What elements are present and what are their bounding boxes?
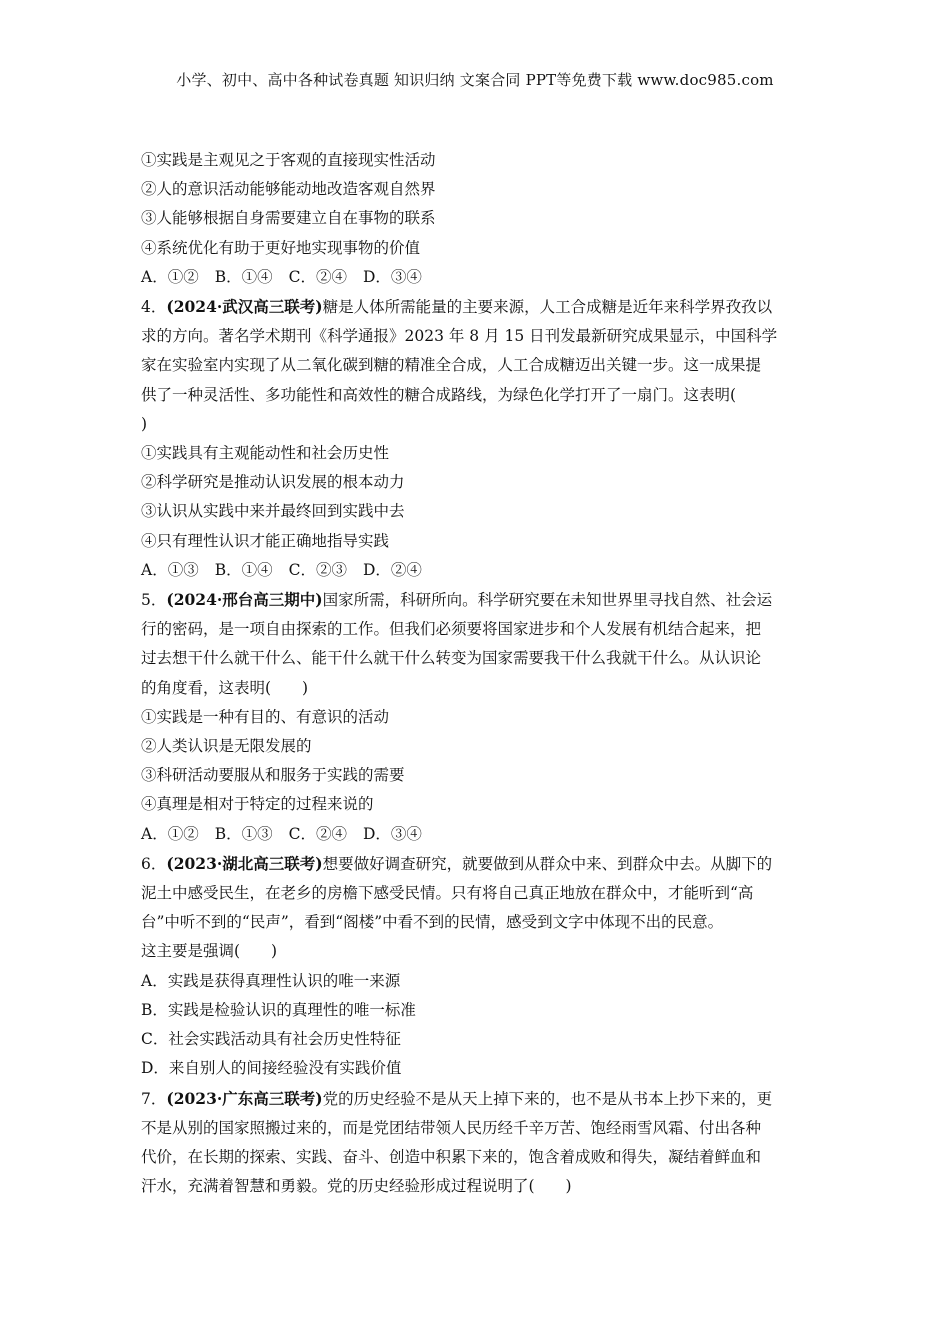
q3-option-c: C．②④ [288, 267, 347, 286]
q4-option-b: B．①④ [214, 560, 273, 579]
q6-choice-b: B．实践是检验认识的真理性的唯一标准 [141, 1000, 416, 1019]
q3-option-a: A．①② [141, 267, 199, 286]
q4-option-a: A．①③ [141, 560, 199, 579]
q7-stem-line-3: 代价，在长期的探索、实践、奋斗、创造中积累下来的，饱含着成败和得失，凝结着鲜血和 [141, 1147, 762, 1166]
q4-number: 4． [141, 298, 167, 317]
q4-item-4: ④只有理性认识才能正确地指导实践 [141, 531, 390, 550]
q5-option-b: B．①③ [214, 824, 273, 843]
q6-choice-d: D．来自别人的间接经验没有实践价值 [141, 1059, 402, 1078]
q5-stem-line-3: 过去想干什么就干什么、能干什么就干什么转变为国家需要我干什么我就干什么。从认识论 [141, 649, 762, 668]
q3-item-4: ④系统优化有助于更好地实现事物的价值 [141, 238, 421, 257]
q5-option-c: C．②④ [288, 824, 347, 843]
q5-stem-line-2: 行的密码，是一项自由探索的工作。但我们必须要将国家进步和个人发展有机结合起来，把 [141, 620, 762, 639]
q6-source: (2023·湖北高三联考) [166, 853, 323, 873]
q4-stem-text-1: 糖是人体所需能量的主要来源，人工合成糖是近年来科学界孜孜以 [322, 298, 773, 317]
q7-source: (2023·广东高三联考) [166, 1088, 323, 1108]
q4-item-2: ②科学研究是推动认识发展的根本动力 [141, 473, 405, 492]
q6-stem-line-4: 这主要是强调( ) [141, 942, 278, 961]
q5-item-2: ②人类认识是无限发展的 [141, 737, 312, 756]
q7-stem-line-1 [141, 1084, 813, 1114]
q6-stem-line-2: 泥土中感受民生，在老乡的房檐下感受民情。只有将自己真正地放在群众中，才能听到“高 [141, 884, 754, 903]
q4-item-1: ①实践具有主观能动性和社会历史性 [141, 444, 390, 463]
q4-item-3: ③认识从实践中来并最终回到实践中去 [141, 502, 405, 521]
q7-number: 7． [141, 1089, 167, 1108]
q4-option-c: C．②③ [288, 560, 347, 579]
q7-stem-text-1: 党的历史经验不是从天上掉下来的，也不是从书本上抄下来的，更 [322, 1089, 773, 1108]
q5-stem-text-1: 国家所需，科研所向。科学研究要在未知世界里寻找自然、社会运 [322, 591, 773, 610]
q6-stem-line-3: 台”中听不到的“民声”，看到“阁楼”中看不到的民情，感受到文字中体现不出的民意。 [141, 913, 724, 932]
q6-choice-c: C．社会实践活动具有社会历史性特征 [141, 1030, 401, 1049]
q4-stem-line-3: 家在实验室内实现了从二氧化碳到糖的精准全合成，人工合成糖迈出关键一步。这一成果提 [141, 356, 762, 375]
q6-choice-a: A．实践是获得真理性认识的唯一来源 [141, 971, 401, 990]
q7-stem-line-2: 不是从别的国家照搬过来的，而是党团结带领人民历经千辛万苦、饱经雨雪风霜、付出各种 [141, 1118, 762, 1137]
q5-option-a: A．①② [141, 824, 199, 843]
question-content [141, 146, 813, 1201]
q3-item-1: ①实践是主观见之于客观的直接现实性活动 [141, 151, 436, 169]
q3-option-d: D．③④ [362, 267, 422, 286]
q3-options [141, 263, 813, 292]
q5-source: (2024·邢台高三期中) [166, 590, 323, 610]
q5-option-d: D．③④ [362, 824, 422, 843]
q4-source: (2024·武汉高三联考) [166, 297, 323, 317]
q3-item-2: ②人的意识活动能够能动地改造客观自然界 [141, 180, 436, 199]
q3-option-b: B．①④ [214, 267, 273, 286]
q5-stem-line-1 [141, 585, 813, 615]
q4-stem-line-4: 供了一种灵活性、多功能性和高效性的糖合成路线，为绿色化学打开了一扇门。这表明( [141, 385, 737, 404]
q5-options [141, 820, 813, 849]
q4-stem-line-2: 求的方向。著名学术期刊《科学通报》2023 年 8 月 15 日刊发最新研究成果显示，中国科学 [141, 327, 778, 346]
q5-item-3: ③科研活动要服从和服务于实践的需要 [141, 766, 405, 785]
q5-item-4: ④真理是相对于特定的过程来说的 [141, 795, 374, 814]
q4-options [141, 556, 813, 585]
q4-stem-line-5: ) [141, 414, 148, 433]
q4-option-d: D．②④ [362, 560, 422, 579]
q5-item-1: ①实践是一种有目的、有意识的活动 [141, 707, 390, 726]
q5-stem-line-4: 的角度看，这表明( ) [141, 678, 309, 697]
q6-stem-text-1: 想要做好调查研究，就要做到从群众中来、到群众中去。从脚下的 [322, 854, 773, 873]
q5-number: 5． [141, 591, 167, 610]
q6-number: 6． [141, 854, 167, 873]
page-header: 小学、初中、高中各种试卷真题 知识归纳 文案合同 PPT等免费下载 www.doc985.com [176, 71, 774, 89]
q4-stem-line-1 [141, 292, 813, 322]
q3-item-3: ③人能够根据自身需要建立自在事物的联系 [141, 209, 436, 228]
q7-stem-line-4: 汗水，充满着智慧和勇毅。党的历史经验形成过程说明了( ) [141, 1177, 572, 1196]
q6-stem-line-1 [141, 849, 813, 879]
